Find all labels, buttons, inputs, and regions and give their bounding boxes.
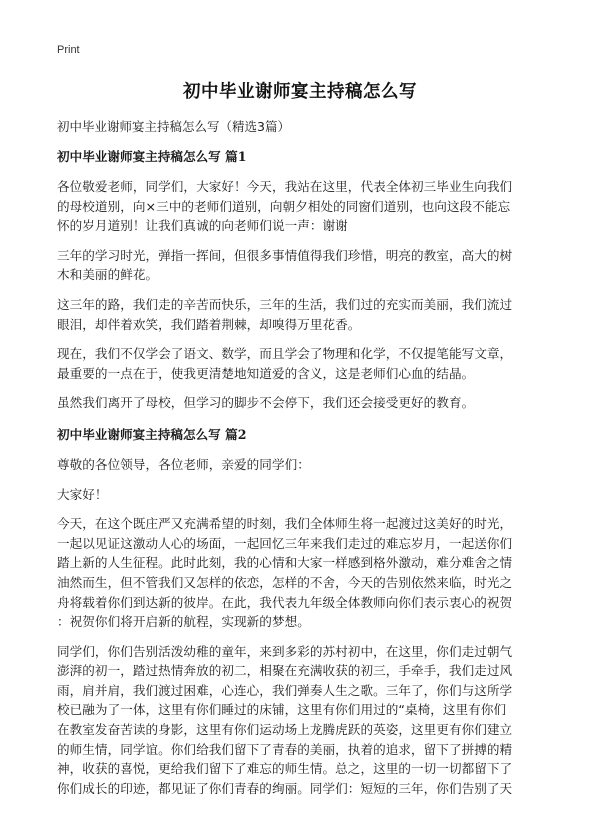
paragraph: [57, 246, 549, 285]
paragraph-line: 你们成长的印迹，都见证了你们青春的绚丽。同学们：短短的三年，你们告别了天: [57, 780, 513, 796]
print-label: Print: [57, 44, 80, 56]
paragraph-line: 校已融为了一体，这里有你们睡过的床铺，这里有你们用过的“桌椅，这里有你们: [57, 702, 507, 718]
paragraph-line: 各位敬爱老师，同学们，大家好！今天，我站在这里，代表全体初三毕业生向我们: [57, 179, 513, 194]
paragraph: [57, 344, 549, 383]
paragraph: [57, 295, 549, 334]
document-body: [57, 119, 549, 812]
paragraph-line: 三年的学习时光，弹指一挥间，但很多事情值得我们珍惜，明亮的教室，高大的树: [57, 247, 513, 263]
paragraph: [57, 514, 549, 632]
paragraph-line: ：祝贺你们将开启新的航程，实现新的梦想。: [57, 614, 310, 630]
section-1-body: [57, 177, 549, 413]
paragraph-line: 澎湃的初一，踏过热情奔放的初二，相聚在充满收获的初三，手牵手，我们走过风: [57, 663, 513, 679]
paragraph-line: 怀的岁月道别！让我们真诚的向老师们说一声：谢谢: [57, 218, 348, 234]
paragraph-line: 一起以见证这激动人心的场面，一起回忆三年来我们走过的难忘岁月，一起送你们: [57, 535, 513, 551]
paragraph-line: 在教室发奋苦读的身影，这里有你们运动场上龙腾虎跃的英姿，这里更有你们建立: [57, 722, 513, 738]
paragraph: [57, 485, 549, 505]
paragraph-line: 尊敬的各位领导，各位老师，亲爱的同学们：: [57, 456, 310, 472]
paragraph-line: 眼泪，却伴着欢笑，我们踏着荆棘，却嗅得万里花香。: [57, 316, 361, 332]
document-subtitle: 初中毕业谢师宴主持稿怎么写（精选3篇）: [57, 119, 290, 134]
paragraph: [57, 642, 549, 799]
paragraph-line: 雨，肩并肩，我们渡过困难，心连心，我们弹奏人生之歌。三年了，你们与这所学: [57, 682, 513, 698]
paragraph-line: 这三年的路，我们走的辛苦而快乐，三年的生活，我们过的充实而美丽，我们流过: [57, 296, 513, 312]
paragraph-line: 最重要的一点在于，使我更清楚地知道爱的含义，这是老师们心血的结晶。: [57, 365, 475, 381]
document-title: 初中毕业谢师宴主持稿怎么写: [183, 82, 417, 102]
paragraph-line: 同学们，你们告别活泼幼稚的童年，来到多彩的苏村初中，在这里，你们走过朝气: [57, 643, 513, 659]
section-2-body: [57, 455, 549, 799]
paragraph-line: 的师生情，同学谊。你们给我们留下了青春的美丽，执着的追求，留下了拼搏的精: [57, 741, 513, 757]
paragraph: [57, 393, 549, 413]
paragraph-line: 舟将载着你们到达新的彼岸。在此，我代表九年级全体教师向你们表示衷心的祝贺: [57, 594, 513, 610]
paragraph-line: 木和美丽的鲜花。: [57, 267, 159, 283]
section-heading-2: 初中毕业谢师宴主持稿怎么写 篇2: [57, 426, 247, 442]
section-heading-1: 初中毕业谢师宴主持稿怎么写 篇1: [57, 149, 247, 164]
paragraph-line: 今天，在这个既庄严又充满希望的时刻，我们全体师生将一起渡过这美好的时光，: [57, 516, 513, 532]
paragraph-line: 虽然我们离开了母校，但学习的脚步不会停下，我们还会接受更好的教育。: [57, 395, 475, 411]
paragraph: [57, 455, 549, 475]
paragraph-line: 踏上新的人生征程。此时此刻，我的心情和大家一样感到格外激动，难分难舍之情: [57, 555, 513, 571]
paragraph: [57, 177, 549, 236]
paragraph-line: 大家好！: [57, 486, 108, 502]
paragraph-line: 神，收获的喜悦，更给我们留下了难忘的师生情。总之，这里的一切一切都留下了: [57, 761, 513, 777]
paragraph-line: 油然而生，但不管我们又怎样的依恋，怎样的不舍，今天的告别依然来临，时光之: [57, 574, 513, 590]
paragraph-line: 的母校道别，向×三中的老师们道别，向朝夕相处的同窗们道别，也向这段不能忘: [57, 198, 511, 214]
paragraph-line: 现在，我们不仅学会了语文、数学，而且学会了物理和化学，不仅提笔能写文章，: [57, 346, 513, 362]
